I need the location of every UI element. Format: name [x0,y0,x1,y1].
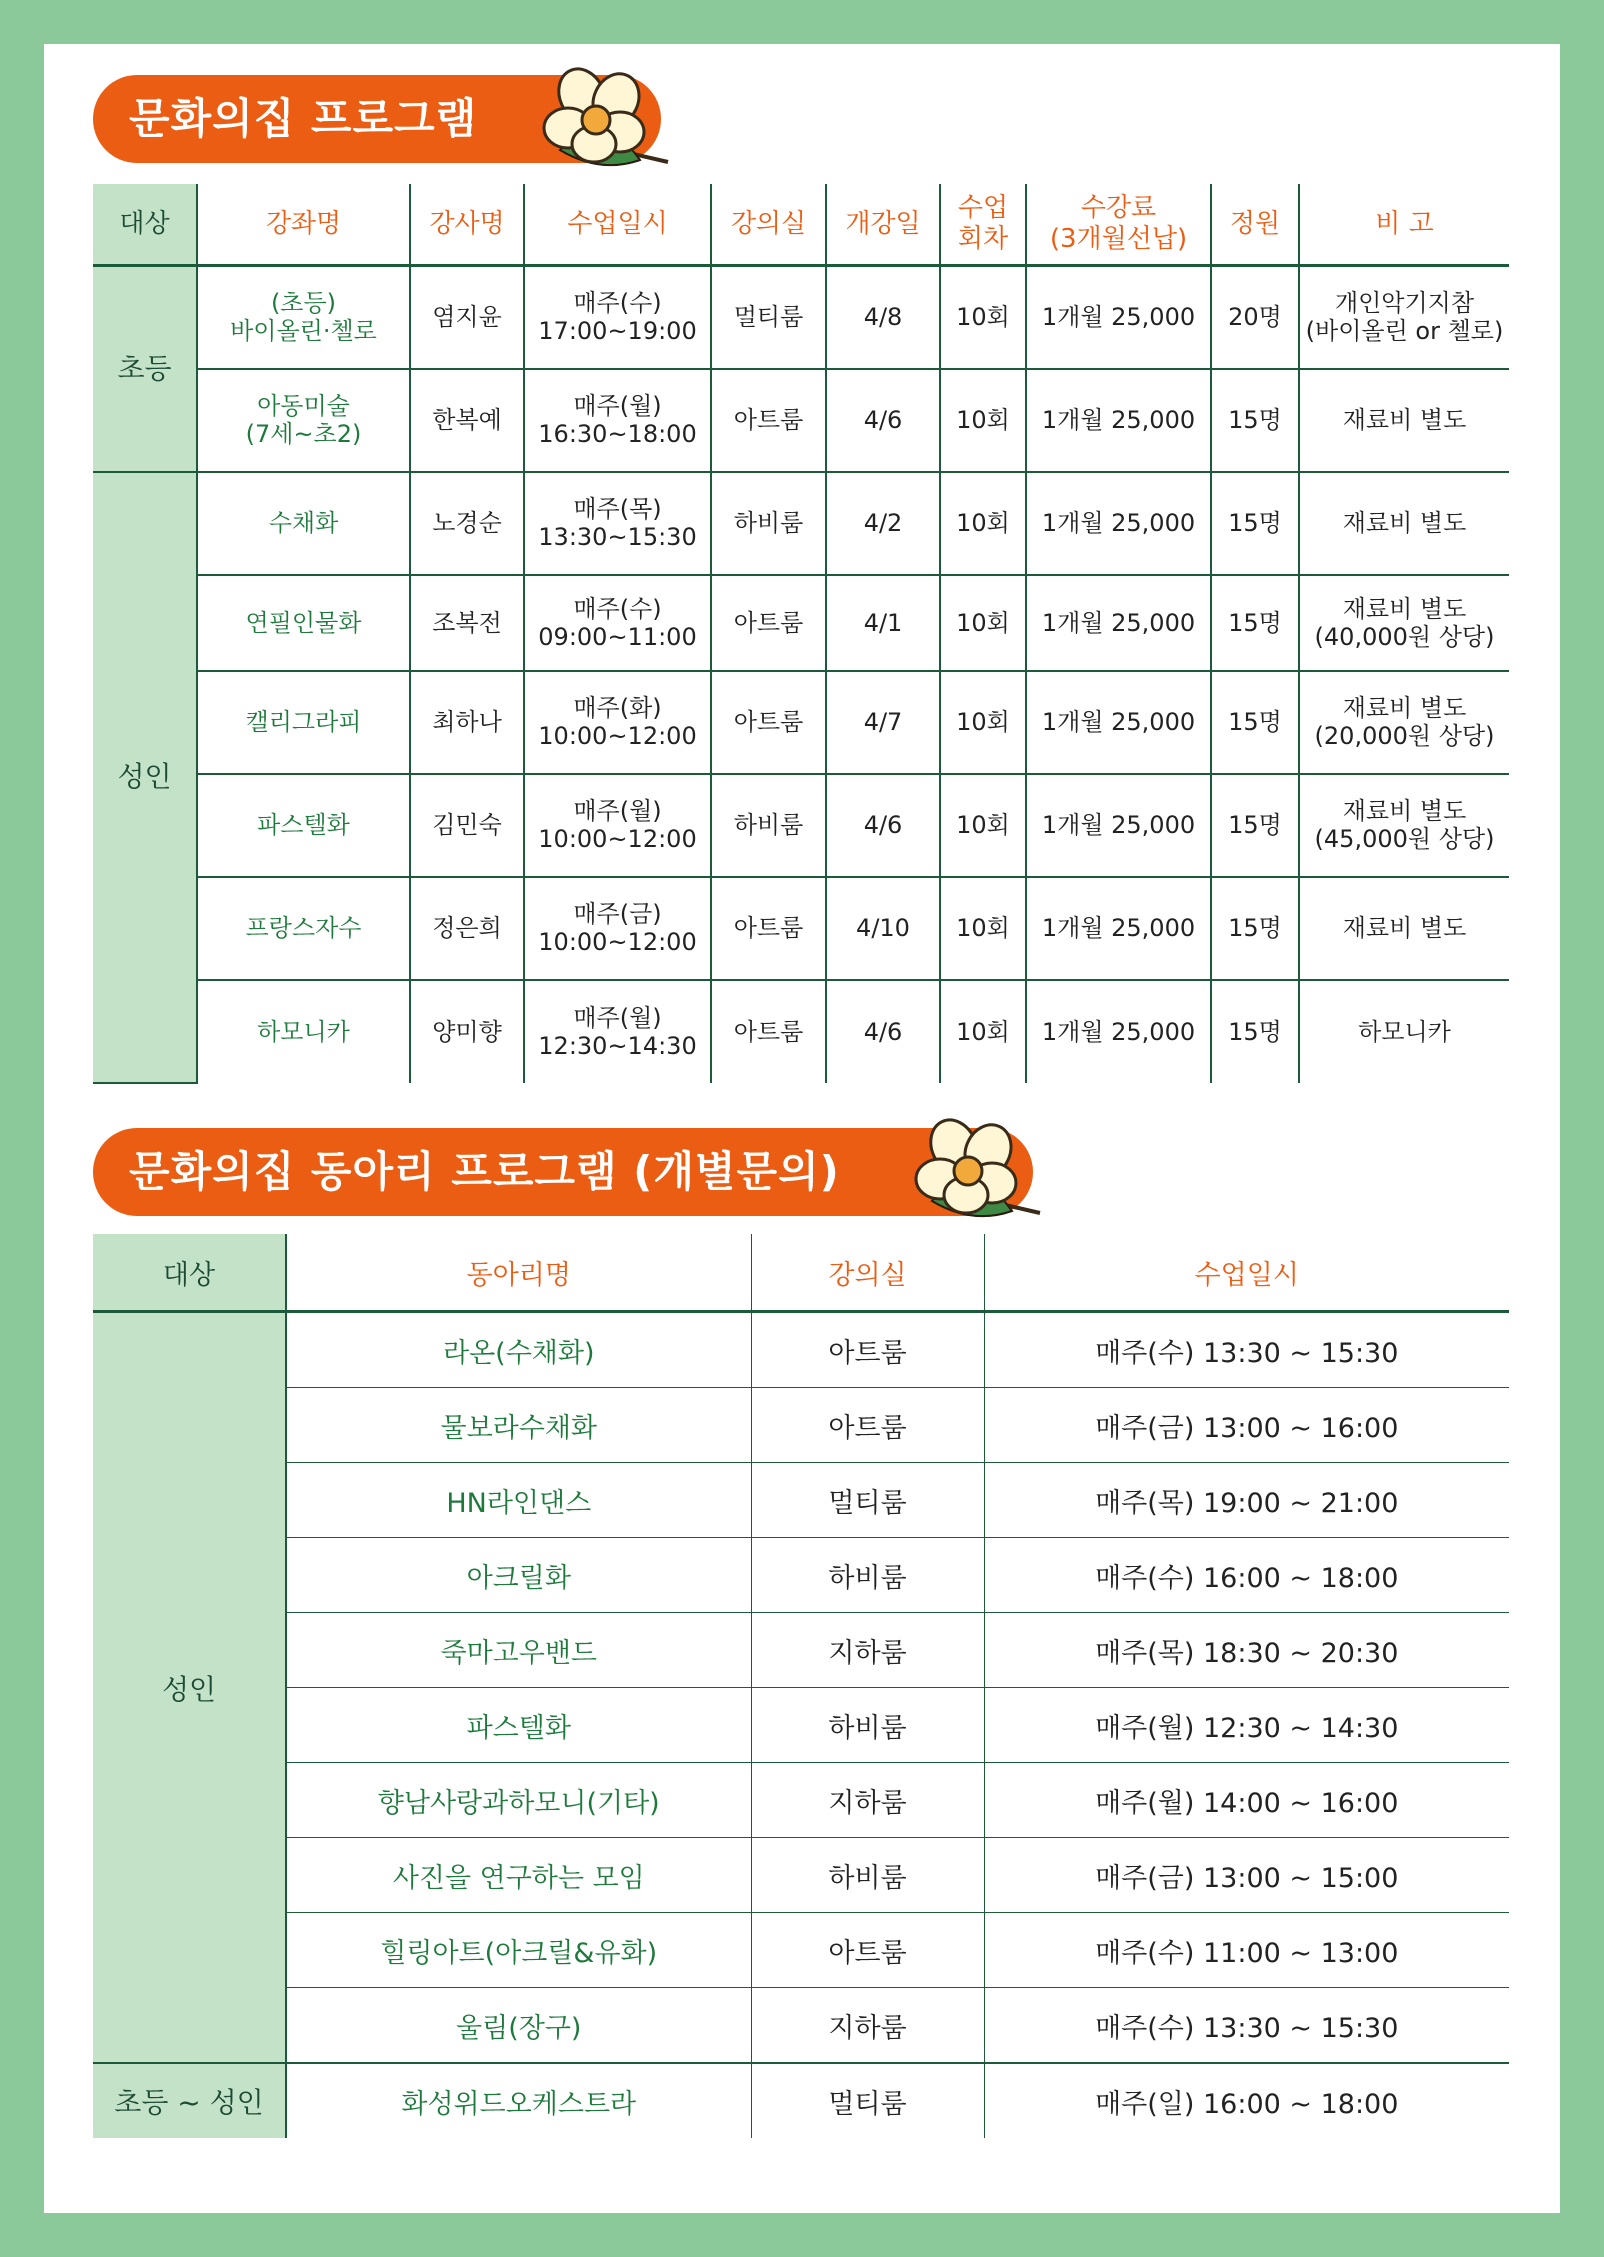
tuition-fee: 1개월 25,000 [1026,980,1211,1083]
classroom: 아트룸 [751,1312,984,1388]
start-date: 4/2 [826,472,940,575]
header-room: 강의실 [711,184,826,266]
club-row [93,1688,1509,1763]
classroom: 하비룸 [711,774,826,877]
program-table [93,184,1509,1084]
classroom: 하비룸 [751,1838,984,1913]
program-row [93,877,1509,980]
teacher-name: 노경순 [410,472,524,575]
club-row [93,1388,1509,1463]
class-schedule: 매주(목) 18:30 ~ 20:30 [984,1613,1509,1688]
club-table-header [93,1234,1509,1312]
classroom: 하비룸 [751,1538,984,1613]
classroom: 멀티룸 [711,266,826,369]
class-schedule: 매주(월) 12:30 ~ 14:30 [984,1688,1509,1763]
note: 재료비 별도 (40,000원 상당) [1299,575,1509,671]
club-name: 힐링아트(아크릴&유화) [286,1913,751,1988]
flower-icon [892,1115,1042,1225]
teacher-name: 양미향 [410,980,524,1083]
club-row [93,2063,1509,2138]
program-row [93,472,1509,575]
session-count: 10회 [940,266,1026,369]
note: 재료비 별도 [1299,369,1509,472]
capacity: 15명 [1211,774,1299,877]
course-name: 연필인물화 [197,575,410,671]
classroom: 아트룸 [711,369,826,472]
group-label: 초등 ~ 성인 [93,2063,286,2138]
class-schedule: 매주(수) 13:30 ~ 15:30 [984,1312,1509,1388]
section-title-programs-text: 문화의집 프로그램 [129,94,478,143]
section-title-clubs-text: 문화의집 동아리 프로그램 (개별문의) [129,1147,840,1196]
start-date: 4/8 [826,266,940,369]
start-date: 4/6 [826,369,940,472]
program-row [93,369,1509,472]
classroom: 멀티룸 [751,1463,984,1538]
course-name: 프랑스자수 [197,877,410,980]
header-capacity: 정원 [1211,184,1299,266]
club-name: 파스텔화 [286,1688,751,1763]
club-row [93,1838,1509,1913]
start-date: 4/6 [826,980,940,1083]
session-count: 10회 [940,980,1026,1083]
class-schedule: 매주(금) 10:00~12:00 [524,877,711,980]
header-note: 비 고 [1299,184,1509,266]
tuition-fee: 1개월 25,000 [1026,472,1211,575]
header-schedule: 수업일시 [524,184,711,266]
program-row [93,671,1509,774]
classroom: 아트룸 [751,1388,984,1463]
class-schedule: 매주(수) 09:00~11:00 [524,575,711,671]
club-name: 죽마고우밴드 [286,1613,751,1688]
class-schedule: 매주(월) 16:30~18:00 [524,369,711,472]
classroom: 아트룸 [711,980,826,1083]
capacity: 15명 [1211,980,1299,1083]
capacity: 15명 [1211,671,1299,774]
note: 개인악기지참 (바이올린 or 첼로) [1299,266,1509,369]
classroom: 아트룸 [711,671,826,774]
start-date: 4/1 [826,575,940,671]
classroom: 지하룸 [751,1988,984,2064]
tuition-fee: 1개월 25,000 [1026,369,1211,472]
note: 재료비 별도 [1299,472,1509,575]
session-count: 10회 [940,369,1026,472]
session-count: 10회 [940,575,1026,671]
header-teacher: 강사명 [410,184,524,266]
club-name: HN라인댄스 [286,1463,751,1538]
club-name: 울림(장구) [286,1988,751,2064]
course-name: 파스텔화 [197,774,410,877]
club-name: 라온(수채화) [286,1312,751,1388]
class-schedule: 매주(일) 16:00 ~ 18:00 [1095,2088,1399,2120]
group-label: 성인 [93,1312,286,2064]
classroom: 아트룸 [711,575,826,671]
classroom: 멀티룸 [751,2063,984,2138]
program-row [93,980,1509,1083]
header-room: 강의실 [751,1234,984,1312]
class-schedule: 매주(금) 13:00 ~ 15:00 [984,1838,1509,1913]
capacity: 15명 [1211,472,1299,575]
tuition-fee: 1개월 25,000 [1026,671,1211,774]
header-club-name: 동아리명 [286,1234,751,1312]
classroom: 지하룸 [751,1763,984,1838]
header-fee: 수강료 (3개월선납) [1026,184,1211,266]
classroom: 지하룸 [751,1613,984,1688]
program-row [93,266,1509,369]
teacher-name: 최하나 [410,671,524,774]
capacity: 20명 [1211,266,1299,369]
note: 하모니카 [1358,1017,1451,1046]
start-date: 4/6 [826,774,940,877]
club-table [93,1234,1509,2138]
header-course: 강좌명 [197,184,410,266]
group-label: 초등 [93,266,197,472]
class-schedule: 매주(수) 13:30 ~ 15:30 [984,1988,1509,2064]
club-row [93,1913,1509,1988]
tuition-fee: 1개월 25,000 [1026,774,1211,877]
class-schedule: 매주(목) 13:30~15:30 [524,472,711,575]
note: 재료비 별도 (20,000원 상당) [1299,671,1509,774]
course-name: 수채화 [197,472,410,575]
class-schedule: 매주(월) 10:00~12:00 [524,774,711,877]
class-schedule: 매주(수) 17:00~19:00 [524,266,711,369]
teacher-name: 한복예 [410,369,524,472]
header-start-date: 개강일 [826,184,940,266]
start-date: 4/10 [826,877,940,980]
capacity: 15명 [1211,575,1299,671]
session-count: 10회 [940,774,1026,877]
header-target: 대상 [93,184,197,266]
club-row [93,1613,1509,1688]
class-schedule: 매주(목) 19:00 ~ 21:00 [984,1463,1509,1538]
header-target: 대상 [93,1234,286,1312]
header-sessions: 수업 회차 [940,184,1026,266]
club-name: 사진을 연구하는 모임 [286,1838,751,1913]
classroom: 하비룸 [751,1688,984,1763]
class-schedule: 매주(수) 11:00 ~ 13:00 [984,1913,1509,1988]
club-row [93,1763,1509,1838]
group-label: 성인 [93,472,197,1083]
note: 재료비 별도 [1299,877,1509,980]
club-name: 화성위드오케스트라 [286,2063,751,2138]
capacity: 15명 [1211,369,1299,472]
classroom: 하비룸 [711,472,826,575]
classroom: 아트룸 [711,877,826,980]
club-row [93,1988,1509,2064]
course-name: (초등) 바이올린·첼로 [197,266,410,369]
session-count: 10회 [940,877,1026,980]
tuition-fee: 1개월 25,000 [1026,877,1211,980]
tuition-fee: 1개월 25,000 [1026,575,1211,671]
start-date: 4/7 [826,671,940,774]
course-name: 아동미술 (7세~초2) [197,369,410,472]
club-row [93,1538,1509,1613]
program-row [93,774,1509,877]
session-count: 10회 [940,472,1026,575]
club-row [93,1312,1509,1388]
teacher-name: 정은희 [410,877,524,980]
club-name: 아크릴화 [286,1538,751,1613]
class-schedule: 매주(수) 16:00 ~ 18:00 [984,1538,1509,1613]
club-name: 물보라수채화 [286,1388,751,1463]
session-count: 10회 [940,671,1026,774]
club-row [93,1463,1509,1538]
class-schedule: 매주(월) 12:30~14:30 [524,980,711,1083]
program-table-header [93,184,1509,266]
teacher-name: 김민숙 [410,774,524,877]
course-name: 하모니카 [197,980,410,1083]
note: 재료비 별도 (45,000원 상당) [1299,774,1509,877]
tuition-fee: 1개월 25,000 [1026,266,1211,369]
capacity: 15명 [1211,877,1299,980]
classroom: 아트룸 [751,1913,984,1988]
page [44,44,1560,2213]
class-schedule: 매주(금) 13:00 ~ 16:00 [984,1388,1509,1463]
program-row [93,575,1509,671]
class-schedule: 매주(월) 14:00 ~ 16:00 [984,1763,1509,1838]
course-name: 캘리그라피 [197,671,410,774]
header-schedule: 수업일시 [984,1234,1509,1312]
teacher-name: 조복전 [410,575,524,671]
class-schedule: 매주(화) 10:00~12:00 [524,671,711,774]
club-name: 향남사랑과하모니(기타) [286,1763,751,1838]
flower-icon [520,64,670,174]
teacher-name: 염지윤 [410,266,524,369]
